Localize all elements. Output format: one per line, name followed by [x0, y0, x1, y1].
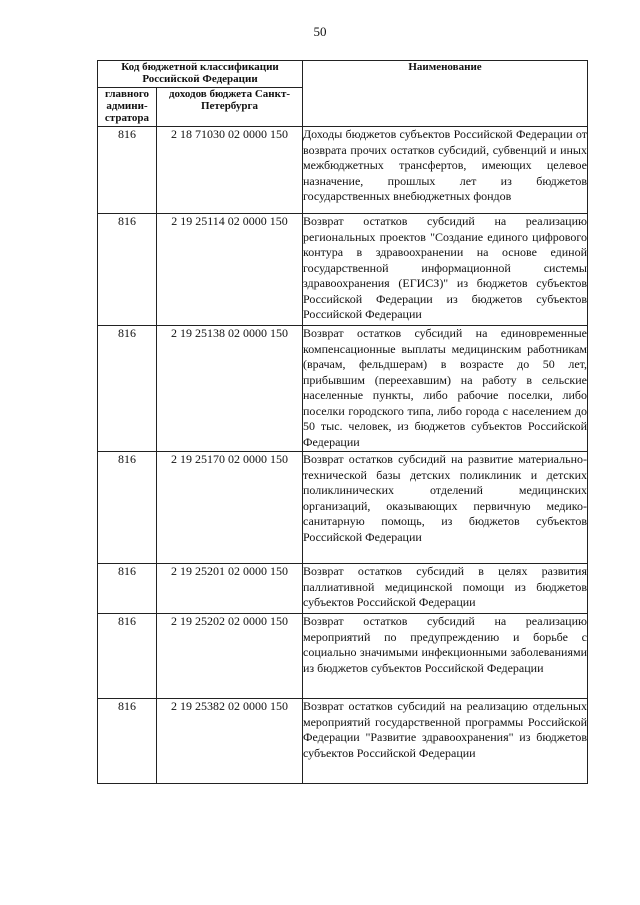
header-code-group: Код бюджетной классификации Российской Федерации — [98, 61, 303, 88]
income-code-cell: 2 18 71030 02 0000 150 — [157, 127, 303, 214]
admin-code-cell: 816 — [98, 452, 157, 564]
name-cell: Возврат остатков субсидий на реализацию отдельных мероприятий государственной программы Российской Федерации "Развитие здравоохранения" из бюджетов субъектов Российской Федерации — [303, 699, 588, 784]
admin-code-cell: 816 — [98, 214, 157, 326]
income-code-cell: 2 19 25202 02 0000 150 — [157, 614, 303, 699]
page-number: 50 — [313, 24, 327, 39]
income-code-cell: 2 19 25382 02 0000 150 — [157, 699, 303, 784]
name-cell: Возврат остатков субсидий на реализацию мероприятий по предупреждению и борьбе с социально значимыми инфекционными заболеваниями из бюджетов субъектов Российской Федерации — [303, 614, 588, 699]
admin-code-cell: 816 — [98, 614, 157, 699]
table-row — [98, 614, 588, 699]
table-row — [98, 564, 588, 614]
admin-code-cell: 816 — [98, 699, 157, 784]
admin-code-cell: 816 — [98, 564, 157, 614]
income-code-cell: 2 19 25170 02 0000 150 — [157, 452, 303, 564]
table-row — [98, 127, 588, 214]
name-cell: Возврат остатков субсидий на реализацию региональных проектов "Создание единого цифрового контура в здравоохранении на основе единой государственной информационной системы здравоохранения (ЕГИСЗ)" из бюджетов субъектов Российской Федерации из бюджетов субъектов Российской Федерации — [303, 214, 588, 326]
name-cell: Возврат остатков субсидий на единовременные компенсационные выплаты медицинским работникам (врачам, фельдшерам) в возрасте до 50 лет, прибывшим (переехавшим) на работу в сельские населенные пункты, либо рабочие поселки, либо поселки городского типа, либо города с населением до 50 тыс. человек, из бюджетов субъектов Российской Федерации — [303, 326, 588, 452]
table-row — [98, 214, 588, 326]
admin-code-cell: 816 — [98, 326, 157, 452]
header-income: доходов бюджета Санкт-Петербурга — [157, 88, 303, 127]
admin-code-cell: 816 — [98, 127, 157, 214]
table-row — [98, 699, 588, 784]
name-cell: Возврат остатков субсидий на развитие материально-технической базы детских поликлиник и детских поликлинических отделений медицинских организаций, оказывающих первичную медико-санитарную помощь, из бюджетов субъектов Российской Федерации — [303, 452, 588, 564]
name-cell: Возврат остатков субсидий в целях развития паллиативной медицинской помощи из бюджетов субъектов Российской Федерации — [303, 564, 588, 614]
income-code-cell: 2 19 25138 02 0000 150 — [157, 326, 303, 452]
name-cell: Доходы бюджетов субъектов Российской Федерации от возврата прочих остатков субсидий, субвенций и иных межбюджетных трансфертов, имеющих целевое назначение, прошлых лет из бюджетов государственных внебюджетных фондов — [303, 127, 588, 214]
budget-classification-table — [97, 60, 588, 784]
table-row — [98, 326, 588, 452]
table-header — [98, 61, 588, 127]
header-name: Наименование — [303, 61, 588, 127]
table-row — [98, 452, 588, 564]
income-code-cell: 2 19 25114 02 0000 150 — [157, 214, 303, 326]
income-code-cell: 2 19 25201 02 0000 150 — [157, 564, 303, 614]
header-admin: главного админи-стратора — [98, 88, 157, 127]
